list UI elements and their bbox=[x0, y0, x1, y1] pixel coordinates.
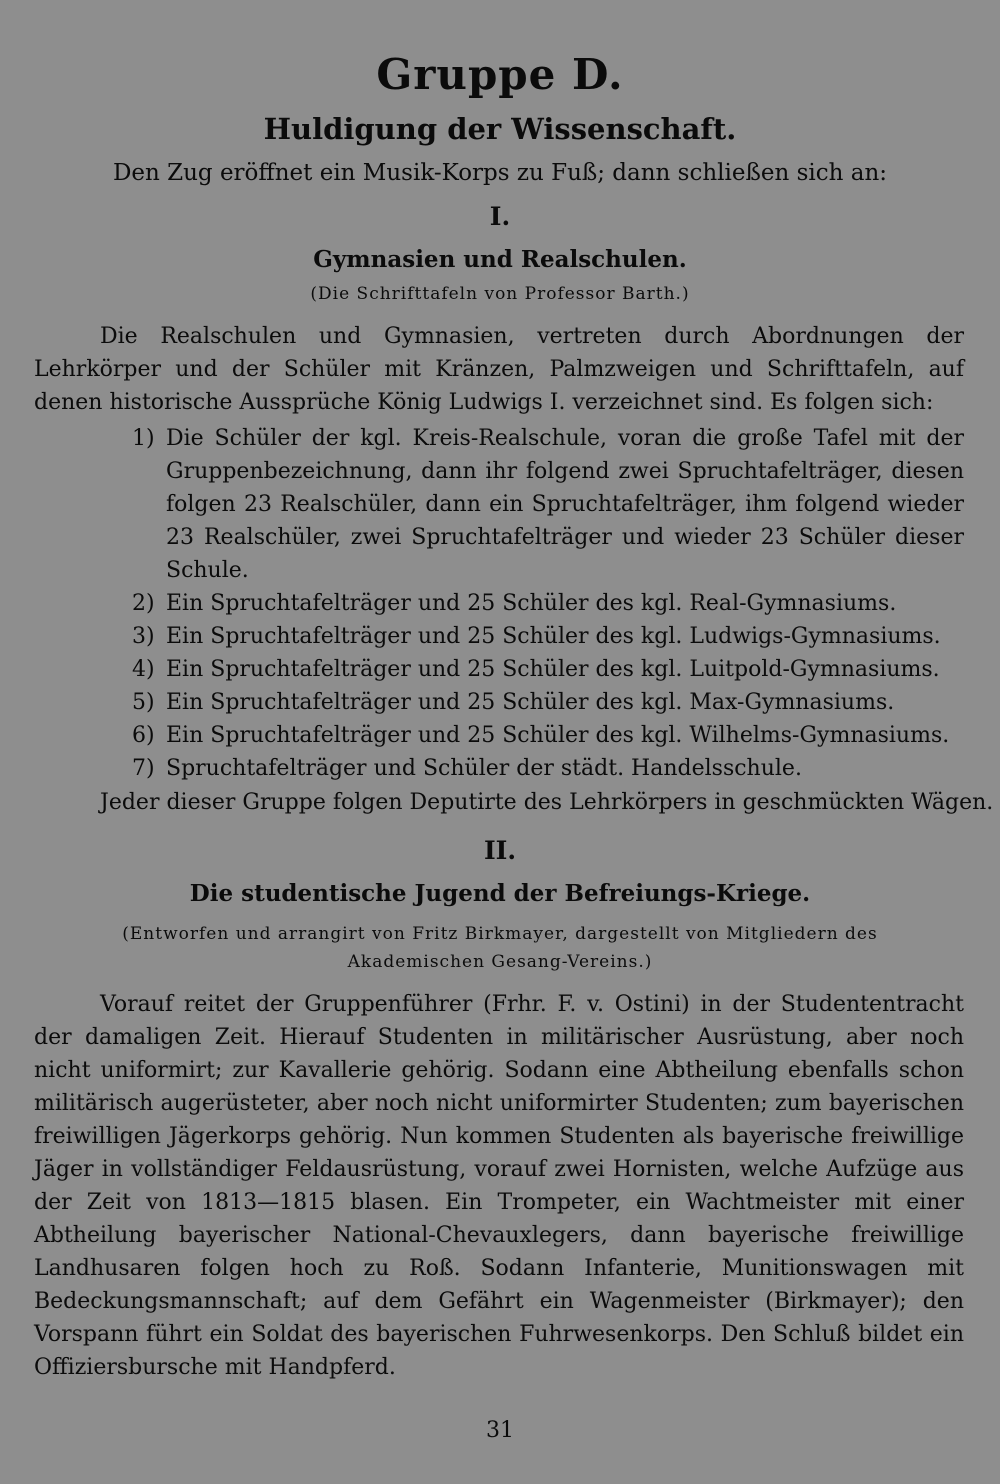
school-list bbox=[100, 422, 964, 785]
list-item-number: 5) bbox=[132, 690, 155, 715]
list-item-number: 3) bbox=[132, 624, 155, 649]
list-item-text: Spruchtafelträger und Schüler der städt. Handelsschule. bbox=[166, 756, 802, 781]
list-item-text: Ein Spruchtafelträger und 25 Schüler des kgl. Luitpold-Gymnasiums. bbox=[166, 657, 940, 682]
list-item bbox=[100, 422, 964, 587]
list-item-number: 6) bbox=[132, 723, 155, 748]
section-1-credit: (Die Schrifttafeln von Professor Barth.) bbox=[310, 284, 690, 304]
list-item-number: 4) bbox=[132, 657, 155, 682]
list-item bbox=[100, 719, 964, 752]
section-1-numeral: I. bbox=[489, 202, 511, 231]
section-2-credit-line-1: (Entworfen und arrangirt von Fritz Birkmayer, dargestellt von Mitgliedern des bbox=[122, 924, 878, 944]
list-item bbox=[100, 686, 964, 719]
list-item bbox=[100, 587, 964, 620]
intro-line: Den Zug eröffnet ein Musik-Korps zu Fuß; dann schließen sich an: bbox=[112, 160, 888, 186]
section-2-paragraph: Vorauf reitet der Gruppenführer (Frhr. F. v. Ostini) in der Studententracht der damaligen Zeit. Hierauf Studenten in militärischer Ausrüstung, aber noch nicht uniformirt; zur Kavallerie gehörig. Sodann eine Abtheilung ebenfalls schon militärisch augerüsteter, aber noch nicht uniformirter Studenten; zum bayerischen freiwilligen Jägerkorps gehörig. Nun kommen Studenten als bayerische freiwillige Jäger in vollständiger Feldausrüstung, vorauf zwei Hornisten, welche Aufzüge aus der Zeit von 1813—1815 blasen. Ein Trompeter, ein Wachtmeister mit einer Abtheilung bayerischer National-Chevauxlegers, dann bayerische freiwillige Landhusaren folgen hoch zu Roß. Sodann Infanterie, Munitionswagen mit Bedeckungsmannschaft; auf dem Gefährt ein Wagenmeister (Birkmayer); den Vorspann führt ein Soldat des bayerischen Fuhrwesenkorps. Den Schluß bildet ein Offiziersbursche mit Handpferd. bbox=[34, 992, 964, 1380]
page-number: 31 bbox=[486, 1418, 514, 1443]
section-1-paragraph: Die Realschulen und Gymnasien, vertreten durch Abordnungen der Lehrkörper und der Schüler mit Kränzen, Palmzweigen und Schrifttafeln, auf denen historische Aussprüche König Ludwigs I. verzeichnet sind. Es folgen sich: bbox=[34, 324, 964, 415]
section-2-title: Die studentische Jugend der Befreiungs-Kriege. bbox=[189, 880, 811, 907]
list-item bbox=[100, 752, 964, 785]
section-1-closing: Jeder dieser Gruppe folgen Deputirte des Lehrkörpers in geschmückten Wägen. bbox=[100, 790, 994, 815]
list-item-text: Die Schüler der kgl. Kreis-Realschule, voran die große Tafel mit der Gruppenbezeichnung, dann ihr folgend zwei Spruchtafelträger, diesen folgen 23 Realschüler, dann ein Spruchtafelträger, ihm folgend wieder 23 Realschüler, zwei Spruchtafelträger und wieder 23 Schüler dieser Schule. bbox=[166, 426, 964, 583]
list-item-text: Ein Spruchtafelträger und 25 Schüler des kgl. Wilhelms-Gymnasiums. bbox=[166, 723, 950, 748]
section-2-credit-line-2: Akademischen Gesang-Vereins.) bbox=[347, 952, 653, 972]
page-title: Gruppe D. bbox=[376, 50, 624, 99]
list-item-text: Ein Spruchtafelträger und 25 Schüler des kgl. Ludwigs-Gymnasiums. bbox=[166, 624, 941, 649]
list-item-text: Ein Spruchtafelträger und 25 Schüler des kgl. Max-Gymnasiums. bbox=[166, 690, 895, 715]
section-2-numeral: II. bbox=[483, 836, 517, 865]
page-subtitle: Huldigung der Wissenschaft. bbox=[263, 112, 737, 146]
list-item-text: Ein Spruchtafelträger und 25 Schüler des kgl. Real-Gymnasiums. bbox=[166, 591, 897, 616]
list-item-number: 2) bbox=[132, 591, 155, 616]
list-item bbox=[100, 653, 964, 686]
list-item bbox=[100, 620, 964, 653]
section-1-title: Gymnasien und Realschulen. bbox=[313, 246, 687, 273]
list-item-number: 1) bbox=[132, 426, 155, 451]
list-item-number: 7) bbox=[132, 756, 155, 781]
